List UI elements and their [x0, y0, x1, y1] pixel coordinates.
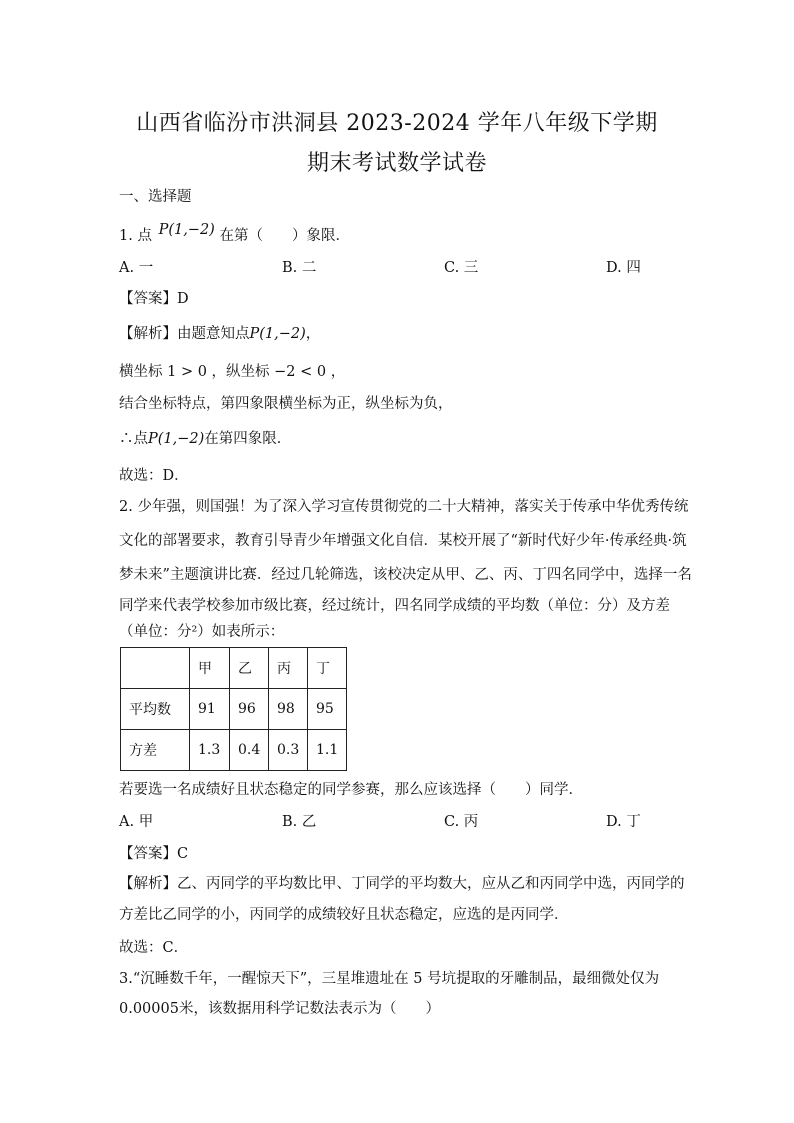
q1-option-a: A. 一	[119, 260, 154, 276]
q1-option-b: B. 二	[282, 260, 317, 276]
q1-analysis-label: 【解析】由题意知点	[119, 326, 250, 342]
table-header-cell: 丙	[269, 648, 308, 689]
q2-answer: 【答案】C	[119, 846, 189, 862]
table-cell: 方差	[121, 730, 190, 771]
q1-prefix: 1. 点	[119, 228, 152, 244]
q2-stem-line2: 文化的部署要求，教育引导青少年增强文化自信．某校开展了“新时代好少年·传承经典·筑	[119, 533, 687, 549]
table-cell: 95	[308, 689, 347, 730]
table-cell: 98	[269, 689, 308, 730]
table-row	[121, 689, 347, 730]
q1-therefore-text: 在第四象限．	[204, 431, 292, 447]
q2-stem-line5: （单位：分²）如表所示：	[119, 624, 285, 640]
q1-stem	[119, 222, 350, 246]
q2-conclusion: 故选：C．	[119, 940, 189, 956]
table-cell: 平均数	[121, 689, 190, 730]
q1-analysis-point: P(1,−2)	[249, 326, 306, 342]
q1-analysis-line1	[119, 324, 320, 344]
q1-conclusion: 故选：D．	[119, 468, 189, 484]
q2-option-d: D. 丁	[606, 814, 641, 830]
q1-suffix: 在第（ ）象限．	[219, 228, 350, 244]
q1-analysis-line3: 结合坐标特点，第四象限横坐标为正，纵坐标为负，	[119, 396, 453, 412]
q2-option-a: A. 甲	[119, 814, 154, 830]
table-cell: 96	[230, 689, 269, 730]
q1-point: P(1,−2)	[158, 222, 215, 238]
q2-stem-line1: 2. 少年强，则国强！为了深入学习宣传贯彻党的二十大精神，落实关于传承中华优秀传统	[119, 499, 689, 515]
q2-analysis-line2: 方差比乙同学的小，丙同学的成绩较好且状态稳定，应选的是丙同学．	[119, 907, 569, 923]
q1-option-d: D. 四	[606, 260, 641, 276]
q1-therefore-point: P(1,−2)	[148, 431, 205, 447]
q1-analysis-line4	[119, 429, 291, 449]
table-cell: 91	[190, 689, 230, 730]
table-header-row	[121, 648, 347, 689]
table-cell: 1.3	[190, 730, 230, 771]
q2-option-c: C. 丙	[444, 814, 479, 830]
q1-analysis-line2: 横坐标 1 > 0 ，纵坐标 −2 < 0 ，	[119, 364, 346, 380]
q1-therefore: ∴点	[119, 431, 148, 447]
table-header-cell: 甲	[190, 648, 230, 689]
table-cell: 1.1	[308, 730, 347, 771]
q3-stem-line1: 3.“沉睡数千年，一醒惊天下”，三星堆遗址在 5 号坑提取的牙雕制品，最细微处仅为	[119, 971, 660, 987]
section-heading: 一、选择题	[119, 189, 192, 205]
q2-analysis-line1: 【解析】乙、丙同学的平均数比甲、丁同学的平均数大，应从乙和丙同学中选，丙同学的	[119, 876, 685, 892]
table-header-cell: 乙	[230, 648, 269, 689]
q2-stem-line4: 同学来代表学校参加市级比赛，经过统计，四名同学成绩的平均数（单位：分）及方差	[119, 598, 670, 614]
q1-option-c: C. 三	[444, 260, 479, 276]
score-table	[120, 647, 347, 771]
q2-option-b: B. 乙	[282, 814, 317, 830]
table-header-cell: 丁	[308, 648, 347, 689]
q1-analysis-comma: ，	[305, 326, 321, 342]
table-row	[121, 730, 347, 771]
exam-title-line1: 山西省临汾市洪洞县 2023-2024 学年八年级下学期	[136, 111, 658, 136]
exam-title-line2: 期末考试数学试卷	[306, 151, 487, 176]
q1-answer: 【答案】D	[119, 291, 189, 307]
q2-question: 若要选一名成绩好且状态稳定的同学参赛，那么应该选择（ ）同学．	[119, 782, 583, 798]
q3-stem-line2: 0.00005米，该数据用科学记数法表示为（ ）	[119, 1001, 440, 1017]
q2-stem-line3: 梦未来”主题演讲比赛．经过几轮筛选，该校决定从甲、乙、丙、丁四名同学中，选择一名	[119, 567, 692, 583]
table-cell: 0.3	[269, 730, 308, 771]
table-header-cell	[121, 648, 190, 689]
table-cell: 0.4	[230, 730, 269, 771]
